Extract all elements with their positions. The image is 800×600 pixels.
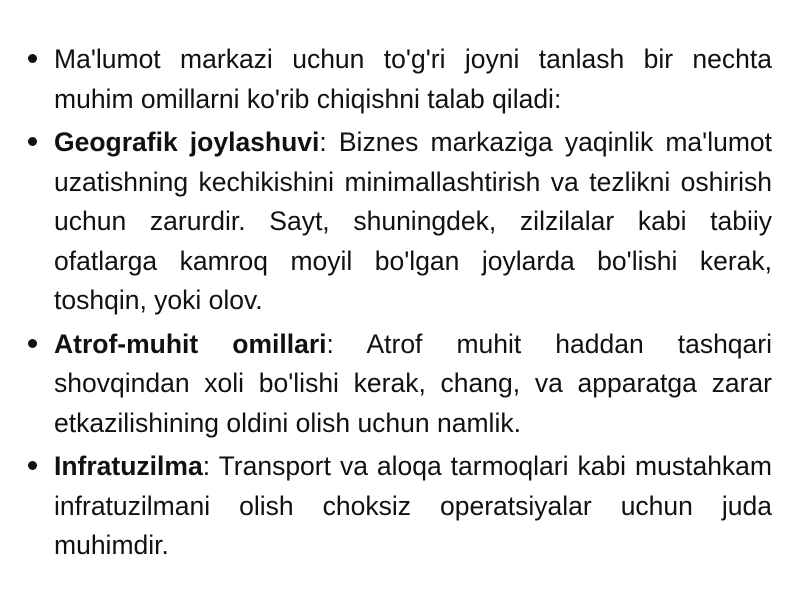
bullet-item-environment — [28, 325, 772, 444]
bullet-text: Ma'lumot markazi uchun to'g'ri joyni tanlash bir nechta muhim omillarni ko'rib chiqishni talab qiladi: — [54, 44, 772, 114]
bullet-text: Transport va aloqa tarmoqlari kabi mustahkam infratuzilmani olish choksiz operatsiyalar uchun juda muhimdir. — [54, 451, 772, 560]
bullet-separator: : — [202, 451, 219, 481]
bullet-text: Biznes markaziga yaqinlik ma'lumot uzatishning kechikishini minimallashtirish va tezlikni oshirish uchun zarurdir. Sayt, shuningdek, zilzilalar kabi tabiiy ofatlarga kamroq moyil bo'lgan joylarda bo'lishi kerak, toshqin, yoki olov. — [54, 127, 772, 315]
bullet-item-infrastructure — [28, 447, 772, 566]
bullet-dot-icon — [28, 54, 37, 63]
bullet-separator: : — [326, 328, 367, 359]
bullet-term: Infratuzilma — [54, 451, 203, 481]
bullet-dot-icon — [28, 137, 37, 146]
bullet-separator: : — [319, 127, 339, 157]
bullet-text: Atrof muhit haddan tashqari shovqindan xoli bo'lishi kerak, chang, va apparatga zarar etkazilishining oldini olish uchun namlik. — [54, 328, 772, 438]
bullet-dot-icon — [28, 339, 37, 348]
bullet-item-intro — [28, 40, 772, 119]
bullet-term: Geografik joylashuvi — [54, 127, 320, 157]
bullet-dot-icon — [28, 461, 37, 470]
bullet-term: Atrof-muhit omillari — [54, 328, 327, 359]
bullet-list — [28, 40, 772, 566]
bullet-item-geography — [28, 123, 772, 321]
